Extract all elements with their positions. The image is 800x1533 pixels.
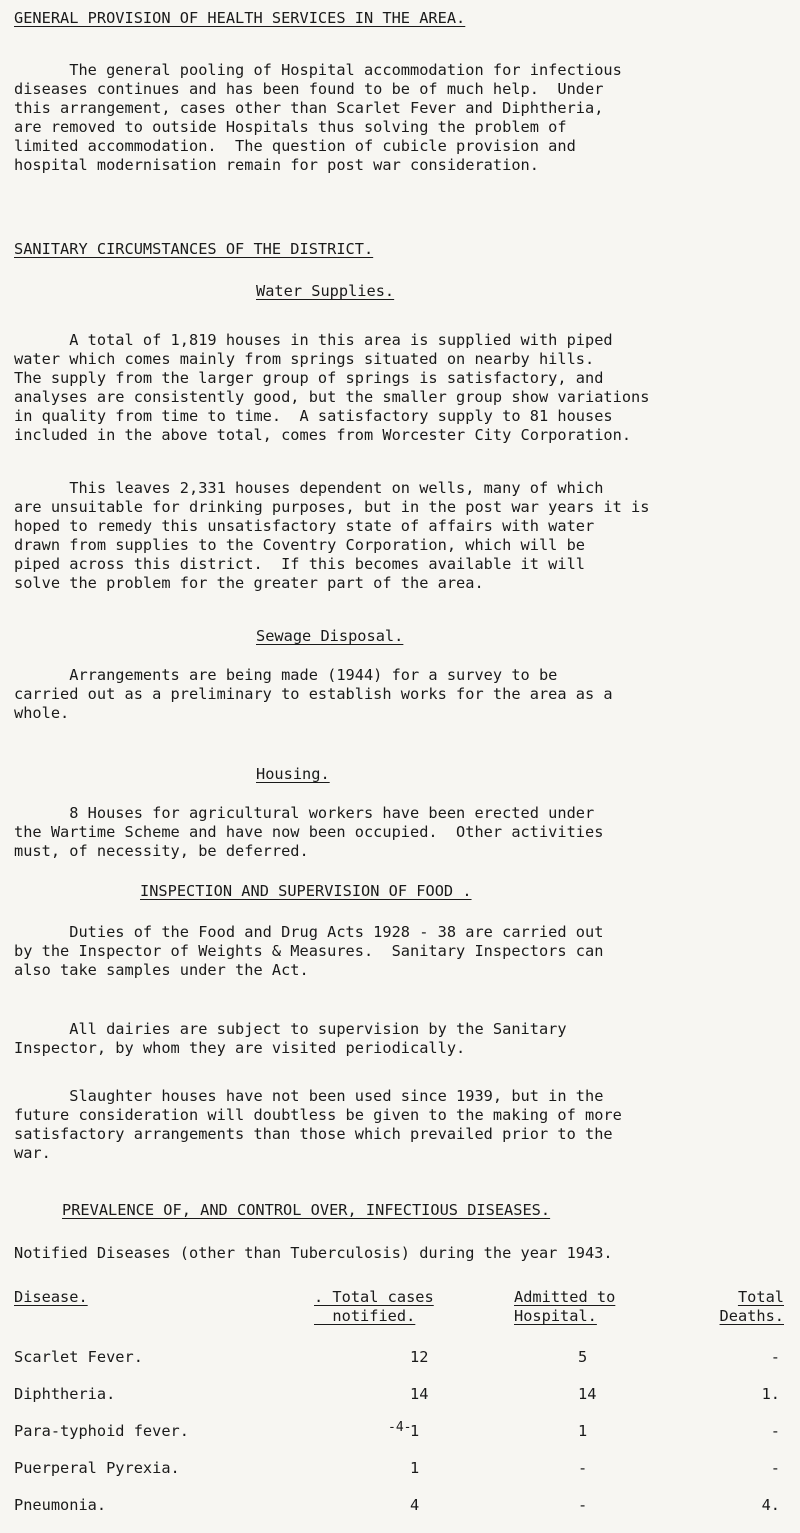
cell-deaths: - (770, 1459, 780, 1477)
header-admitted: Admitted to Hospital. (514, 1288, 616, 1325)
notified-diseases-table (14, 1288, 784, 1533)
food-paragraph-3: Slaughter houses have not been used since 1939, but in the future consideration will doubtless be given to the making of more satisfactory arrangements than those which prevailed prior to the war. (14, 1087, 622, 1162)
sewage-disposal-heading: Sewage Disposal. (256, 627, 404, 645)
cell-disease: Diphtheria. (14, 1385, 116, 1403)
header-disease: Disease. (14, 1288, 88, 1306)
cell-total-cases: 4 (410, 1496, 420, 1514)
table-row (14, 1385, 784, 1422)
header-total-cases: . Total cases notified. (314, 1288, 434, 1325)
water-supplies-heading: Water Supplies. (256, 282, 395, 300)
cell-total-cases: 1 (410, 1422, 420, 1440)
cell-admitted: 1 (578, 1422, 588, 1440)
page-number: -4- (388, 1420, 412, 1435)
table-row (14, 1348, 784, 1385)
cell-disease: Puerperal Pyrexia. (14, 1459, 180, 1477)
food-paragraph-2: All dairies are subject to supervision by the Sanitary Inspector, by whom they are visited periodically. (14, 1020, 567, 1057)
cell-total-cases: 1 (410, 1459, 420, 1477)
cell-admitted: - (578, 1459, 588, 1477)
sewage-disposal-paragraph: Arrangements are being made (1944) for a survey to be carried out as a preliminary to establish works for the area as a whole. (14, 666, 613, 722)
food-paragraph-1: Duties of the Food and Drug Acts 1928 - 38 are carried out by the Inspector of Weights & Measures. Sanitary Inspectors can also take samples under the Act. (14, 923, 604, 979)
cell-disease: Scarlet Fever. (14, 1348, 143, 1366)
cell-deaths: - (770, 1422, 780, 1440)
cell-deaths: - (770, 1348, 780, 1366)
sanitary-circumstances-heading: SANITARY CIRCUMSTANCES OF THE DISTRICT. (14, 240, 374, 258)
table-header-row (14, 1288, 784, 1348)
housing-heading: Housing. (256, 765, 330, 783)
infectious-diseases-heading: PREVALENCE OF, AND CONTROL OVER, INFECTIOUS DISEASES. (62, 1201, 551, 1219)
cell-total-cases: 12 (410, 1348, 429, 1366)
general-provision-paragraph: The general pooling of Hospital accommodation for infectious diseases continues and has been found to be of much help. Under this arrangement, cases other than Scarlet Fever and Diphtheria, are removed to outside Hospitals thus solving the problem of limited accommodation. The question of cubicle provision and hospital modernisation remain for post war consideration. (14, 61, 622, 174)
cell-admitted: 14 (578, 1385, 597, 1403)
notified-diseases-intro: Notified Diseases (other than Tuberculosis) during the year 1943. (14, 1244, 613, 1262)
table-row (14, 1496, 784, 1533)
housing-paragraph: 8 Houses for agricultural workers have been erected under the Wartime Scheme and have now been occupied. Other activities must, of necessity, be deferred. (14, 804, 604, 860)
cell-admitted: - (578, 1496, 588, 1514)
food-inspection-heading: INSPECTION AND SUPERVISION OF FOOD . (140, 882, 472, 900)
water-supplies-paragraph-2: This leaves 2,331 houses dependent on wells, many of which are unsuitable for drinking purposes, but in the post war years it is hoped to remedy this unsatisfactory state of affairs with water drawn from supplies to the Coventry Corporation, which will be piped across this district. If this becomes available it will solve the problem for the greater part of the area. (14, 479, 650, 592)
header-deaths: Total Deaths. (719, 1288, 784, 1325)
cell-disease: Pneumonia. (14, 1496, 107, 1514)
cell-deaths: 4. (761, 1496, 780, 1514)
water-supplies-paragraph-1: A total of 1,819 houses in this area is supplied with piped water which comes mainly from springs situated on nearby hills. The supply from the larger group of springs is satisfactory, and analyses are consistently good, but the smaller group show variations in quality from time to time. A satisfactory supply to 81 houses included in the above total, comes from Worcester City Corporation. (14, 331, 650, 444)
cell-total-cases: 14 (410, 1385, 429, 1403)
cell-disease: Para-typhoid fever. (14, 1422, 189, 1440)
cell-admitted: 5 (578, 1348, 588, 1366)
table-row (14, 1459, 784, 1496)
page-title: GENERAL PROVISION OF HEALTH SERVICES IN THE AREA. (14, 9, 466, 27)
cell-deaths: 1. (761, 1385, 780, 1403)
